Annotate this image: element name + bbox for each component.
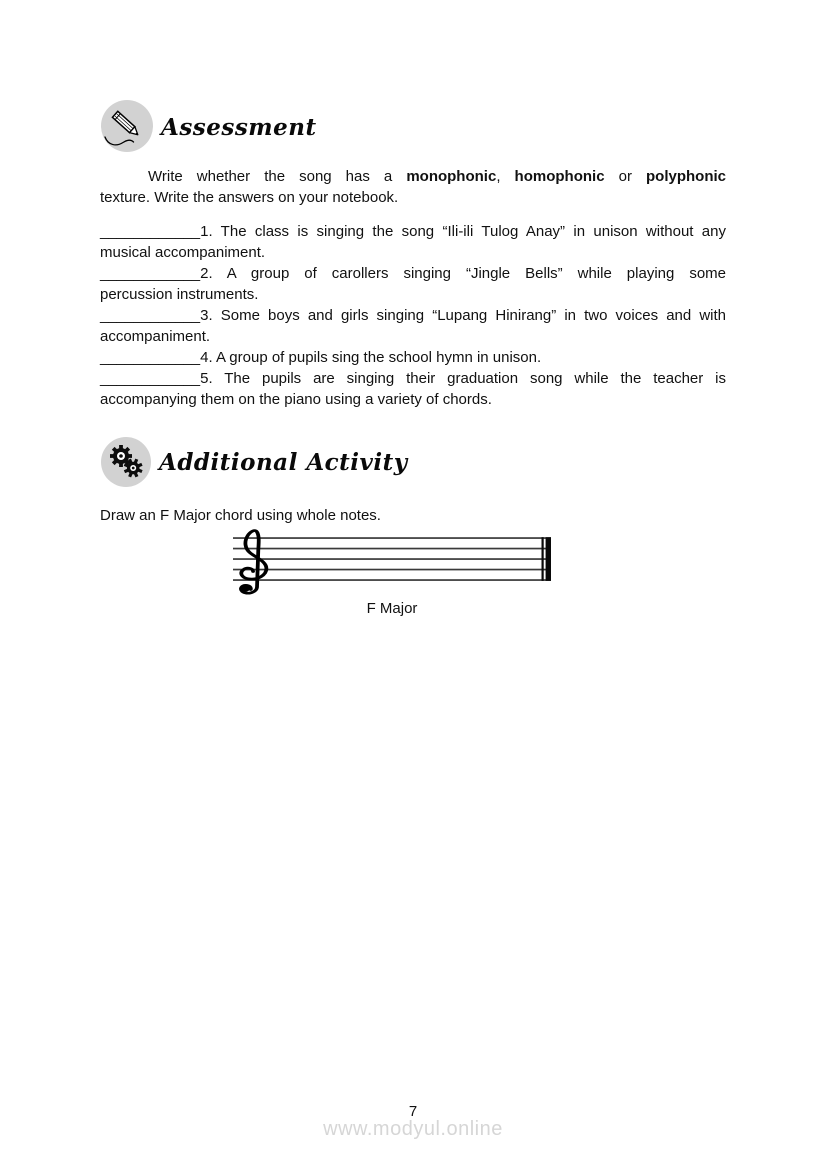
staff-label: F Major [366, 600, 418, 617]
music-staff [233, 524, 551, 619]
additional-activity-instruction: Draw an F Major chord using whole notes. [100, 507, 381, 524]
assessment-items [100, 221, 726, 410]
assessment-title: Assessment [161, 113, 317, 141]
watermark: www.modyul.online [323, 1118, 503, 1140]
treble-clef-icon [240, 531, 266, 594]
page-content [100, 0, 726, 619]
assessment-item-1 [100, 221, 726, 263]
item-line: accompanying them on the piano using a variety of chords. [100, 391, 492, 408]
item-line: percussion instruments. [100, 286, 259, 303]
additional-activity-title: Additional Activity [159, 448, 408, 476]
pencil-icon [100, 100, 154, 154]
page-number: 7 [408, 1103, 418, 1120]
assessment-item-4 [100, 347, 726, 368]
item-line: ____________4. A group of pupils sing the school hymn in unison. [100, 349, 542, 366]
item-line: accompaniment. [100, 328, 211, 345]
item-line: ____________2. A group of carollers singing “Jingle Bells” while playing some [100, 265, 726, 282]
assessment-intro-line1: Write whether the song has a monophonic, homophonic or polyphonic [148, 168, 726, 185]
item-line: ____________5. The pupils are singing their graduation song while the teacher is [100, 370, 726, 387]
assessment-item-2 [100, 263, 726, 305]
item-line: musical accompaniment. [100, 244, 266, 261]
assessment-intro [100, 166, 726, 208]
final-barline [542, 537, 552, 581]
item-line: ____________3. Some boys and girls singing “Lupang Hinirang” in two voices and with [100, 307, 726, 324]
additional-activity-heading [100, 436, 726, 488]
assessment-intro-line2: texture. Write the answers on your notebook. [100, 189, 399, 206]
assessment-item-5 [100, 368, 726, 410]
item-line: ____________1. The class is singing the song “Ili-ili Tulog Anay” in unison without any [100, 223, 726, 240]
assessment-item-3 [100, 305, 726, 347]
assessment-heading [100, 100, 726, 154]
gears-icon [100, 436, 152, 488]
